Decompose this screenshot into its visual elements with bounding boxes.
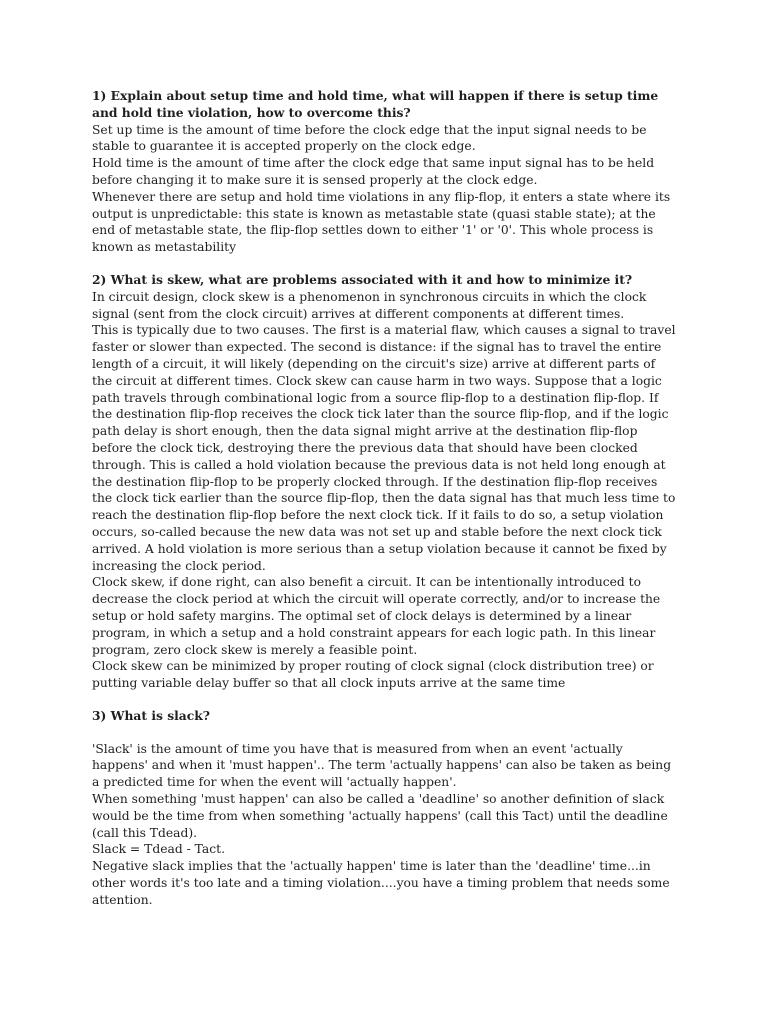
q2-paragraph-causes: This is typically due to two causes. The first is a material flaw, which causes a signal to travel faster or slower than expected. The second is distance: if the signal has to travel the entire length of a circuit, it will likely (depending on the circuit's size) arrive at different parts of the circuit at different times. Clock skew can cause harm in two ways. Suppose that a logic path travels through combinational logic from a source flip-flop to a destination flip-flop. If the destination flip-flop receives the clock tick later than the source flip-flop, and if the logic path delay is short enough, then the data signal might arrive at the destination flip-flop before the clock tick, destroying there the previous data that should have been clocked through. This is called a hold violation because the previous data is not held long enough at the destination flip-flop to be properly clocked through. If the destination flip-flop receives the clock tick earlier than the source flip-flop, then the data signal has that much less time to reach the destination flip-flop before the next clock tick. If it fails to do so, a setup violation occurs, so-called because the new data was not set up and stable before the next clock tick arrived. A hold violation is more serious than a setup violation because it cannot be fixed by increasing the clock period. xyxy=(92,323,676,573)
question-1-title: 1) Explain about setup time and hold time, what will happen if there is setup time and hold tine violation, how to overcome this? xyxy=(92,88,659,120)
q3-paragraph-negative-slack: Negative slack implies that the 'actually happen' time is later than the 'deadline' time...in other words it's too late and a timing violation....you have a timing problem that needs some attention. xyxy=(92,859,670,907)
q2-paragraph-benefit: Clock skew, if done right, can also benefit a circuit. It can be intentionally introduced to decrease the clock period at which the circuit will operate correctly, and/or to increase the setup or hold safety margins. The optimal set of clock delays is determined by a linear program, in which a setup and a hold constraint appears for each logic path. In this linear program, zero clock skew is merely a feasible point. xyxy=(92,575,661,657)
question-1-section xyxy=(92,88,676,256)
question-3-section xyxy=(92,708,676,909)
q3-paragraph-formula: Slack = Tdead - Tact. xyxy=(92,842,225,857)
spacer xyxy=(92,725,676,741)
q1-paragraph-hold-time: Hold time is the amount of time after the clock edge that same input signal has to be held before changing it to make sure it is sensed properly at the clock edge. xyxy=(92,156,655,187)
q2-paragraph-definition: In circuit design, clock skew is a phenomenon in synchronous circuits in which the clock signal (sent from the clock circuit) arrives at different components at different times. xyxy=(92,289,647,321)
q2-paragraph-minimize: Clock skew can be minimized by proper routing of clock signal (clock distribution tree) or putting variable delay buffer so that all clock inputs arrive at the same time xyxy=(92,659,654,691)
question-2-section xyxy=(92,272,676,692)
q1-paragraph-setup-time: Set up time is the amount of time before the clock edge that the input signal needs to be stable to guarantee it is accepted properly on the clock edge. xyxy=(92,122,647,154)
question-3-title: 3) What is slack? xyxy=(92,707,210,723)
q3-paragraph-definition: 'Slack' is the amount of time you have that is measured from when an event 'actually happens' and when it 'must happen'.. The term 'actually happens' can also be taken as being a predicted time for when the event will 'actually happen'. xyxy=(92,741,672,790)
q3-paragraph-deadline: When something 'must happen' can also be called a 'deadline' so another definition of slack would be the time from when something 'actually happens' (call this Tact) until the deadline (call this Tdead). xyxy=(92,792,668,840)
q1-paragraph-metastability: Whenever there are setup and hold time violations in any flip-flop, it enters a state where its output is unpredictable: this state is known as metastable state (quasi stable state); at the end of metastable state, the flip-flop settles down to either '1' or '0'. This whole process is known as metastability xyxy=(92,189,671,255)
question-2-title: 2) What is skew, what are problems associated with it and how to minimize it? xyxy=(92,271,633,287)
